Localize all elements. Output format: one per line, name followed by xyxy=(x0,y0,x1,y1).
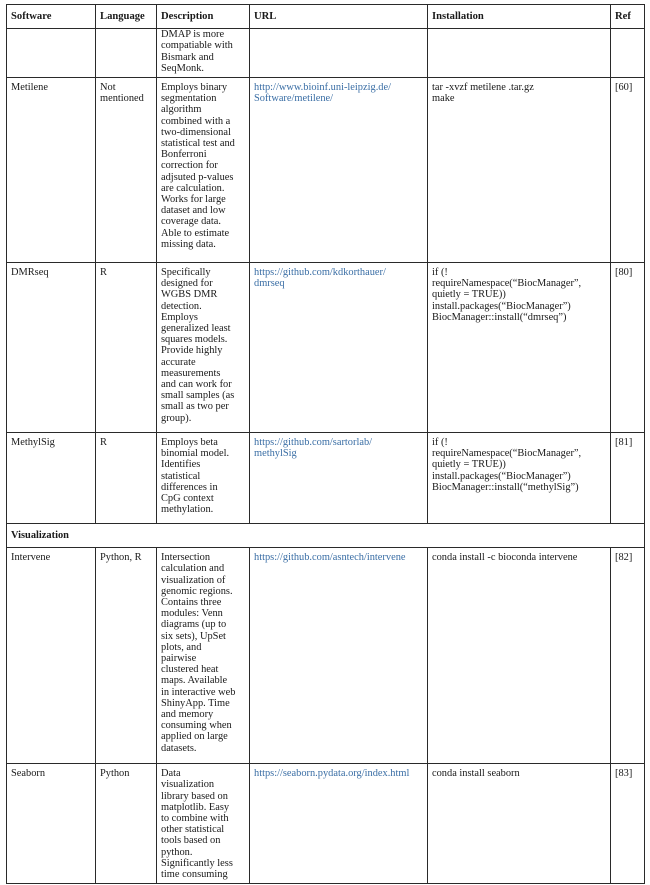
header-software: Software xyxy=(7,5,96,29)
cell-language: Python xyxy=(96,764,157,884)
cell-software: Seaborn xyxy=(7,764,96,884)
cell-language: Python, R xyxy=(96,548,157,764)
table-row xyxy=(7,78,645,263)
url-link[interactable]: http://www.bioinf.uni-leipzig.de/ Software/metilene/ xyxy=(254,82,391,105)
table-header-row xyxy=(7,5,645,29)
header-description: Description xyxy=(157,5,250,29)
cell-description: Data visualization library based on matplotlib. Easy to combine with other statistical tools based on python. Significantly less time consuming xyxy=(157,764,250,884)
cell-url xyxy=(250,764,428,884)
cell-description: Employs binary segmentation algorithm combined with a two-dimensional statistical test and Bonferroni correction for adjsuted p-values are calculation. Works for large dataset and low coverage data. Able to estimate missing data. xyxy=(157,78,250,263)
url-link[interactable]: https://github.com/sartorlab/ methylSig xyxy=(254,437,373,460)
cell-software: MethylSig xyxy=(7,433,96,524)
cell-description: Employs beta binomial model. Identifies statistical differences in CpG context methylation. xyxy=(157,433,250,524)
section-label: Visualization xyxy=(7,524,645,548)
header-url: URL xyxy=(250,5,428,29)
cell-installation: if (! requireNamespace(“BiocManager”, quietly = TRUE)) install.packages(“BiocManager”) BiocManager::install(“dmrseq”) xyxy=(428,263,611,433)
cell-description: DMAP is more compatiable with Bismark and SeqMonk. xyxy=(157,29,250,78)
table-row xyxy=(7,263,645,433)
cell-empty xyxy=(428,29,611,78)
cell-installation: conda install -c bioconda intervene xyxy=(428,548,611,764)
cell-installation: if (! requireNamespace(“BiocManager”, quietly = TRUE)) install.packages(“BiocManager”) BiocManager::install(“methylSig”) xyxy=(428,433,611,524)
cell-url xyxy=(250,433,428,524)
cell-empty xyxy=(250,29,428,78)
cell-empty xyxy=(7,29,96,78)
table-row-continuation xyxy=(7,29,645,78)
url-link[interactable]: https://github.com/asntech/intervene xyxy=(254,552,406,564)
cell-ref: [80] xyxy=(611,263,645,433)
cell-software: Intervene xyxy=(7,548,96,764)
cell-ref: [82] xyxy=(611,548,645,764)
header-installation: Installation xyxy=(428,5,611,29)
cell-installation: tar -xvzf metilene .tar.gz make xyxy=(428,78,611,263)
cell-description: Specifically designed for WGBS DMR detection. Employs generalized least squares models. Provide highly accurate measurements and can work for small samples (as small as two per group). xyxy=(157,263,250,433)
section-row xyxy=(7,524,645,548)
cell-description: Intersection calculation and visualization of genomic regions. Contains three modules: Venn diagrams (up to six sets), UpSet plots, and pairwise clustered heat maps. Available in interactive web ShinyApp. Time and memory consuming when applied on large datasets. xyxy=(157,548,250,764)
cell-language: R xyxy=(96,263,157,433)
cell-ref: [81] xyxy=(611,433,645,524)
url-link[interactable]: https://github.com/kdkorthauer/ dmrseq xyxy=(254,267,386,290)
cell-software: DMRseq xyxy=(7,263,96,433)
cell-empty xyxy=(96,29,157,78)
header-language: Language xyxy=(96,5,157,29)
cell-language: Not mentioned xyxy=(96,78,157,263)
table-row xyxy=(7,764,645,884)
cell-url xyxy=(250,548,428,764)
software-table-page xyxy=(6,4,644,884)
cell-ref: [83] xyxy=(611,764,645,884)
cell-ref: [60] xyxy=(611,78,645,263)
software-table xyxy=(6,4,645,884)
cell-url xyxy=(250,78,428,263)
cell-empty xyxy=(611,29,645,78)
table-row xyxy=(7,433,645,524)
table-row xyxy=(7,548,645,764)
header-ref: Ref xyxy=(611,5,645,29)
cell-url xyxy=(250,263,428,433)
cell-software: Metilene xyxy=(7,78,96,263)
cell-language: R xyxy=(96,433,157,524)
url-link[interactable]: https://seaborn.pydata.org/index.html xyxy=(254,768,410,780)
cell-installation: conda install seaborn xyxy=(428,764,611,884)
